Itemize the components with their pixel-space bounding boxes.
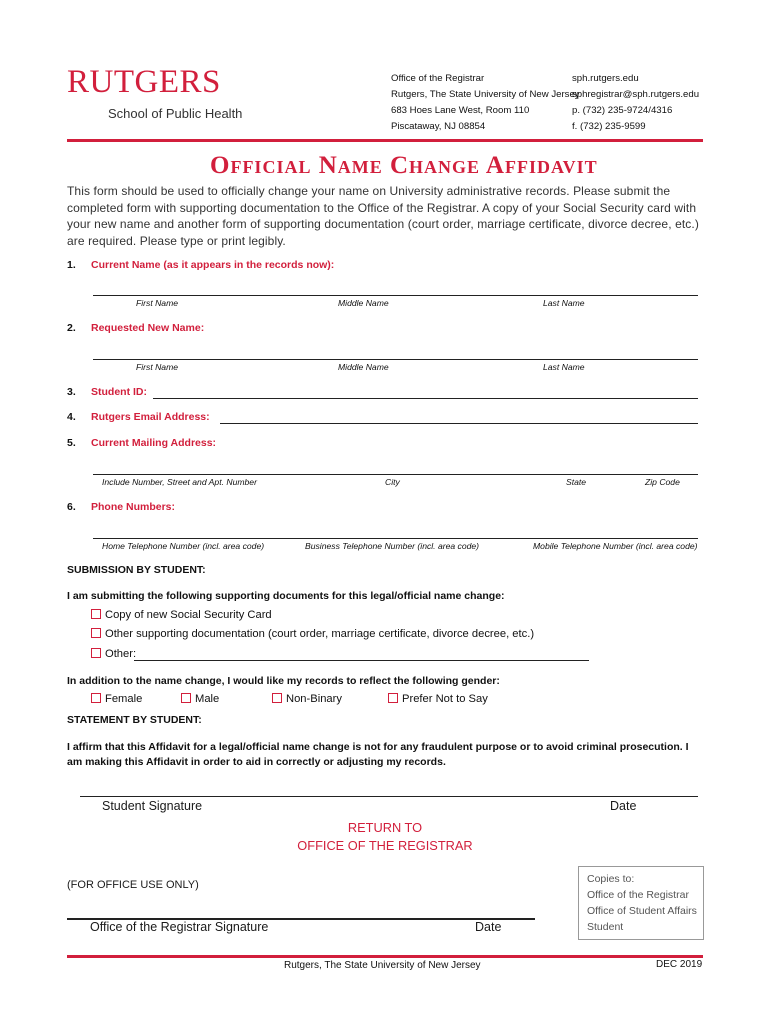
address-line: Rutgers, The State University of New Jersey (391, 89, 580, 100)
field-caption: Business Telephone Number (incl. area code) (305, 541, 480, 551)
logo-subtitle: School of Public Health (108, 106, 243, 121)
field-caption: Mobile Telephone Number (incl. area code) (533, 541, 698, 551)
submission-heading: SUBMISSION BY STUDENT: (67, 564, 206, 576)
return-to-line: RETURN TO (347, 820, 423, 835)
section-number: 2. (67, 322, 76, 334)
field-caption: State (566, 477, 587, 487)
footer-divider (67, 955, 703, 958)
field-caption: City (385, 477, 400, 487)
checkbox-icon[interactable] (388, 693, 398, 703)
rutgers-logo: RUTGERS (67, 64, 221, 100)
phone-number: p. (732) 235-9724/4316 (572, 105, 673, 116)
phone-numbers-field[interactable] (93, 538, 698, 539)
field-caption: Last Name (543, 362, 585, 372)
other-document-field[interactable] (134, 660, 589, 661)
checkbox-icon[interactable] (91, 648, 101, 658)
student-date-label: Date (610, 799, 637, 813)
registrar-signature-label: Office of the Registrar Signature (90, 920, 269, 934)
email-field[interactable] (220, 423, 698, 424)
option-label: Female (105, 693, 143, 705)
mailing-address-label: Current Mailing Address: (91, 437, 217, 449)
gender-option-prefer-not[interactable] (388, 693, 488, 705)
current-name-label: Current Name (as it appears in the records now): (91, 259, 335, 271)
office-use-label: (FOR OFFICE USE ONLY) (67, 879, 199, 891)
section-number: 6. (67, 501, 76, 513)
return-to-notice (0, 819, 770, 855)
gender-option-male[interactable] (181, 693, 219, 705)
email-link[interactable]: sphregistrar@sph.rutgers.edu (572, 89, 700, 100)
document-option-other[interactable] (91, 648, 136, 660)
registrar-contact (572, 71, 699, 135)
registrar-date-label: Date (475, 920, 502, 934)
section-number: 1. (67, 259, 76, 271)
document-option-other-docs[interactable] (91, 628, 534, 640)
section-number: 5. (67, 437, 76, 449)
documents-statement: I am submitting the following supporting documents for this legal/official name change: (67, 590, 505, 602)
copies-line: Copies to: (587, 873, 635, 885)
option-label: Non-Binary (286, 693, 342, 705)
field-caption: First Name (136, 298, 179, 308)
section-number: 3. (67, 386, 76, 398)
copies-line: Office of Student Affairs (587, 905, 697, 917)
field-caption: Last Name (543, 298, 585, 308)
fax-number: f. (732) 235-9599 (572, 121, 646, 132)
mailing-address-field[interactable] (93, 474, 698, 475)
return-to-line: OFFICE OF THE REGISTRAR (297, 838, 473, 853)
checkbox-icon[interactable] (91, 609, 101, 619)
checkbox-icon[interactable] (272, 693, 282, 703)
option-label: Male (195, 693, 220, 705)
address-line: Office of the Registrar (391, 73, 485, 84)
phone-numbers-label: Phone Numbers: (91, 501, 176, 513)
website-link[interactable]: sph.rutgers.edu (572, 73, 639, 84)
option-label: Other: (105, 648, 137, 660)
student-signature-label: Student Signature (102, 799, 203, 813)
section-number: 4. (67, 411, 76, 423)
field-caption: Home Telephone Number (incl. area code) (102, 541, 265, 551)
affirmation-text: I affirm that this Affidavit for a legal/official name change is not for any fraudulent purpose or to avoid criminal prosecution. I am making this Affidavit in order to aid in correctly or adjusting my records. (67, 741, 689, 768)
gender-option-female[interactable] (91, 693, 142, 705)
header-divider (67, 139, 703, 142)
copies-line: Student (587, 921, 624, 933)
new-name-field[interactable] (93, 359, 698, 360)
current-name-field[interactable] (93, 295, 698, 296)
checkbox-icon[interactable] (91, 693, 101, 703)
email-label: Rutgers Email Address: (91, 411, 210, 423)
new-name-label: Requested New Name: (91, 322, 205, 334)
document-option-ssn[interactable] (91, 609, 272, 621)
form-instructions: This form should be used to officially change your name on University administrative records. Please submit the completed form with supporting documentation to the Office of the Registrar. A copy of your Social Security card with your new name and another form of supporting documentation (court order, marriage certificate, divorce decree, etc.) are required. Please type or print legibly. (67, 184, 699, 248)
option-label: Prefer Not to Say (402, 693, 488, 705)
field-caption: Middle Name (338, 362, 389, 372)
student-id-field[interactable] (153, 398, 698, 399)
field-caption: Zip Code (645, 477, 680, 487)
student-signature-field[interactable] (80, 796, 698, 797)
copies-line: Office of the Registrar (587, 889, 689, 901)
copies-box (578, 866, 704, 940)
form-title: Official Name Change Affidavit (210, 152, 598, 179)
address-line: 683 Hoes Lane West, Room 110 (391, 105, 530, 116)
field-caption: First Name (136, 362, 179, 372)
footer-university: Rutgers, The State University of New Jersey (284, 960, 481, 971)
footer-date: DEC 2019 (656, 959, 703, 970)
statement-heading: STATEMENT BY STUDENT: (67, 714, 202, 726)
address-line: Piscataway, NJ 08854 (391, 121, 486, 132)
gender-option-non-binary[interactable] (272, 693, 342, 705)
checkbox-icon[interactable] (91, 628, 101, 638)
gender-statement: In addition to the name change, I would like my records to reflect the following gender: (67, 675, 500, 687)
registrar-address (391, 71, 580, 135)
option-label: Other supporting documentation (court order, marriage certificate, divorce decree, etc.) (105, 628, 535, 640)
student-id-label: Student ID: (91, 386, 147, 398)
option-label: Copy of new Social Security Card (105, 609, 272, 621)
field-caption: Include Number, Street and Apt. Number (102, 477, 257, 487)
field-caption: Middle Name (338, 298, 389, 308)
checkbox-icon[interactable] (181, 693, 191, 703)
